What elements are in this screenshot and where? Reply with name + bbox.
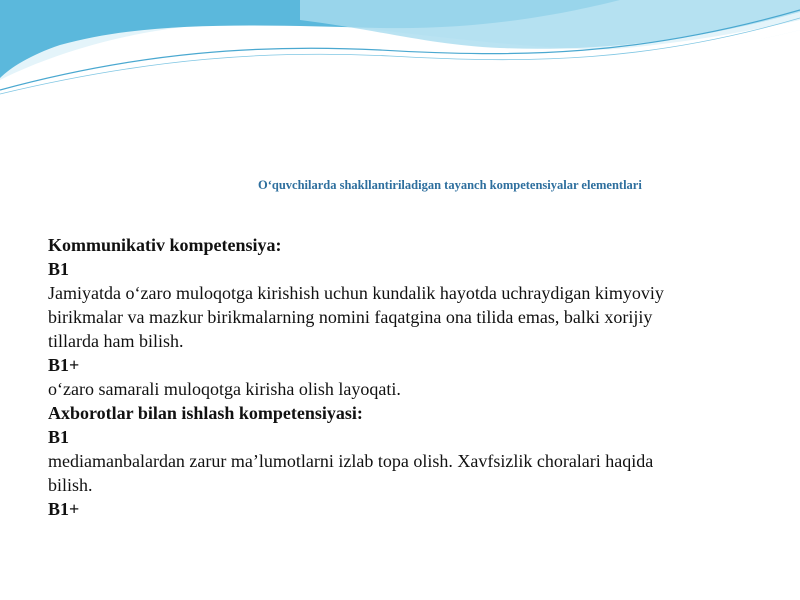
section-heading-communicative: Kommunikativ kompetensiya: (48, 235, 282, 255)
paragraph-line: o‘zaro samarali muloqotga kirisha olish layoqati. (48, 379, 401, 399)
decorative-wave-header (0, 0, 800, 110)
level-label-b1-plus: B1+ (48, 355, 80, 375)
paragraph-line: bilish. (48, 475, 93, 495)
content-body (48, 233, 748, 521)
level-label-b1-plus: B1+ (48, 499, 80, 519)
slide-title: O‘quvchilarda shakllantiriladigan tayanch kompetensiyalar elementlari (258, 178, 642, 192)
section-heading-information: Axborotlar bilan ishlash kompetensiyasi: (48, 403, 363, 423)
level-label-b1: B1 (48, 427, 70, 447)
paragraph-line: birikmalar va mazkur birikmalarning nomini faqatgina ona tilida emas, balki xorijiy (48, 307, 653, 327)
paragraph-line: mediamanbalardan zarur ma’lumotlarni izlab topa olish. Xavfsizlik choralari haqida (48, 451, 654, 471)
paragraph-line: tillarda ham bilish. (48, 331, 184, 351)
paragraph-line: Jamiyatda o‘zaro muloqotga kirishish uchun kundalik hayotda uchraydigan kimyoviy (48, 283, 664, 303)
level-label-b1: B1 (48, 259, 70, 279)
